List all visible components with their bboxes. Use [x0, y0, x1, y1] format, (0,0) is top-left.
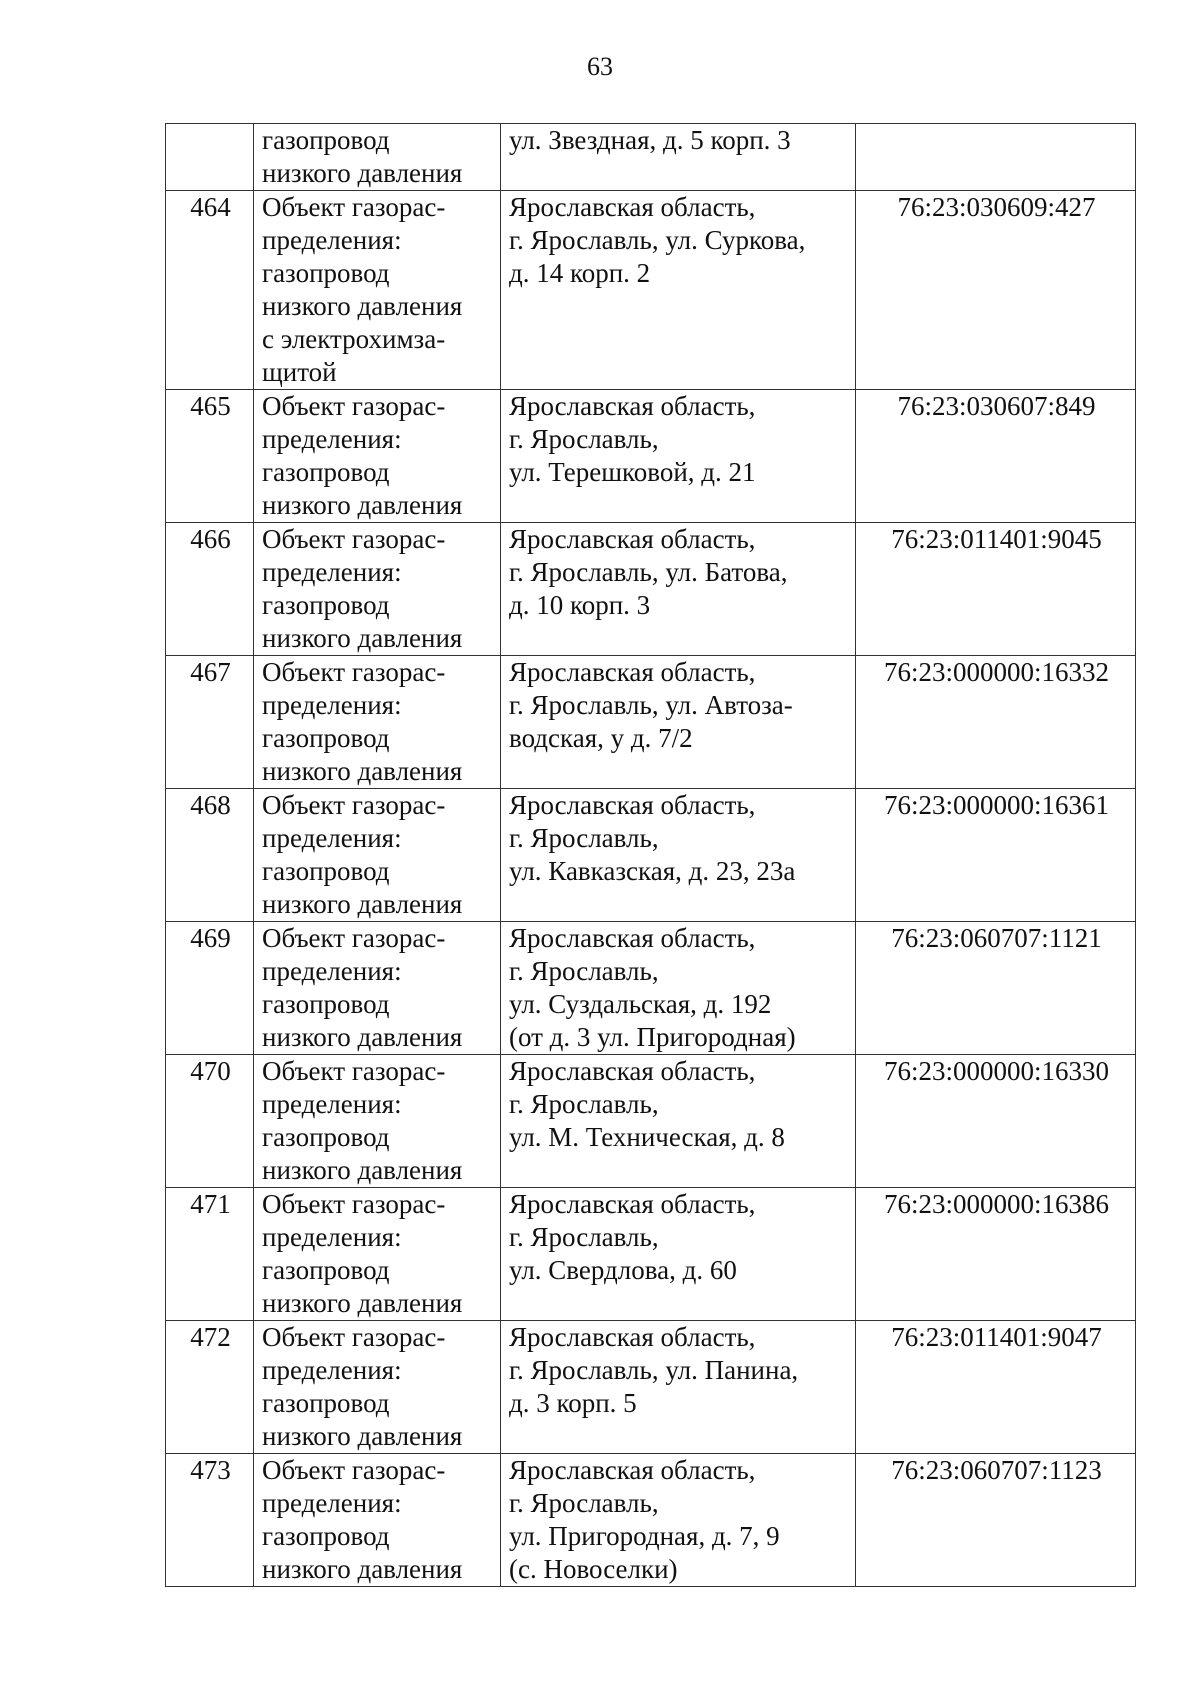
cadastral-number: 76:23:000000:16386 — [856, 1188, 1136, 1321]
object-name: Объект газорас- пределения: газопровод низкого давления — [254, 523, 501, 656]
cadastral-number: 76:23:030609:427 — [856, 191, 1136, 390]
row-number: 473 — [166, 1454, 254, 1587]
object-address: Ярославская область, г. Ярославль, ул. Свердлова, д. 60 — [501, 1188, 856, 1321]
object-name: Объект газорас- пределения: газопровод низкого давления — [254, 789, 501, 922]
object-name: Объект газорас- пределения: газопровод низкого давления — [254, 1055, 501, 1188]
cadastral-number: 76:23:011401:9047 — [856, 1321, 1136, 1454]
object-name: Объект газорас- пределения: газопровод низкого давления — [254, 390, 501, 523]
table-row — [166, 922, 1136, 1055]
row-number — [166, 124, 254, 191]
cadastral-number: 76:23:060707:1123 — [856, 1454, 1136, 1587]
object-address: Ярославская область, г. Ярославль, ул. М. Техническая, д. 8 — [501, 1055, 856, 1188]
object-address: Ярославская область, г. Ярославль, ул. Кавказская, д. 23, 23а — [501, 789, 856, 922]
row-number: 470 — [166, 1055, 254, 1188]
table-row — [166, 1454, 1136, 1587]
row-number: 466 — [166, 523, 254, 656]
table-row — [166, 1321, 1136, 1454]
registry-table — [165, 123, 1136, 1587]
cadastral-number: 76:23:000000:16330 — [856, 1055, 1136, 1188]
table-row — [166, 191, 1136, 390]
table-row — [166, 1055, 1136, 1188]
object-name: Объект газорас- пределения: газопровод низкого давления — [254, 1321, 501, 1454]
object-address: ул. Звездная, д. 5 корп. 3 — [501, 124, 856, 191]
cadastral-number: 76:23:000000:16332 — [856, 656, 1136, 789]
object-address: Ярославская область, г. Ярославль, ул. Пригородная, д. 7, 9 (с. Новоселки) — [501, 1454, 856, 1587]
table-row — [166, 523, 1136, 656]
cadastral-number: 76:23:060707:1121 — [856, 922, 1136, 1055]
table-row — [166, 1188, 1136, 1321]
row-number: 469 — [166, 922, 254, 1055]
table-row — [166, 390, 1136, 523]
object-name: газопровод низкого давления — [254, 124, 501, 191]
row-number: 471 — [166, 1188, 254, 1321]
cadastral-number — [856, 124, 1136, 191]
object-name: Объект газорас- пределения: газопровод низкого давления — [254, 922, 501, 1055]
object-address: Ярославская область, г. Ярославль, ул. Терешковой, д. 21 — [501, 390, 856, 523]
cadastral-number: 76:23:011401:9045 — [856, 523, 1136, 656]
row-number: 472 — [166, 1321, 254, 1454]
table-row — [166, 124, 1136, 191]
object-name: Объект газорас- пределения: газопровод низкого давления — [254, 1188, 501, 1321]
table-row — [166, 789, 1136, 922]
object-address: Ярославская область, г. Ярославль, ул. Автоза- водская, у д. 7/2 — [501, 656, 856, 789]
object-address: Ярославская область, г. Ярославль, ул. Батова, д. 10 корп. 3 — [501, 523, 856, 656]
cadastral-number: 76:23:030607:849 — [856, 390, 1136, 523]
object-address: Ярославская область, г. Ярославль, ул. Панина, д. 3 корп. 5 — [501, 1321, 856, 1454]
row-number: 467 — [166, 656, 254, 789]
table-row — [166, 656, 1136, 789]
object-address: Ярославская область, г. Ярославль, ул. Суздальская, д. 192 (от д. 3 ул. Пригородная) — [501, 922, 856, 1055]
cadastral-number: 76:23:000000:16361 — [856, 789, 1136, 922]
row-number: 464 — [166, 191, 254, 390]
object-name: Объект газорас- пределения: газопровод низкого давления — [254, 1454, 501, 1587]
row-number: 465 — [166, 390, 254, 523]
object-address: Ярославская область, г. Ярославль, ул. Суркова, д. 14 корп. 2 — [501, 191, 856, 390]
row-number: 468 — [166, 789, 254, 922]
object-name: Объект газорас- пределения: газопровод низкого давления с электрохимза- щитой — [254, 191, 501, 390]
object-name: Объект газорас- пределения: газопровод низкого давления — [254, 656, 501, 789]
page-number: 63 — [587, 52, 613, 81]
